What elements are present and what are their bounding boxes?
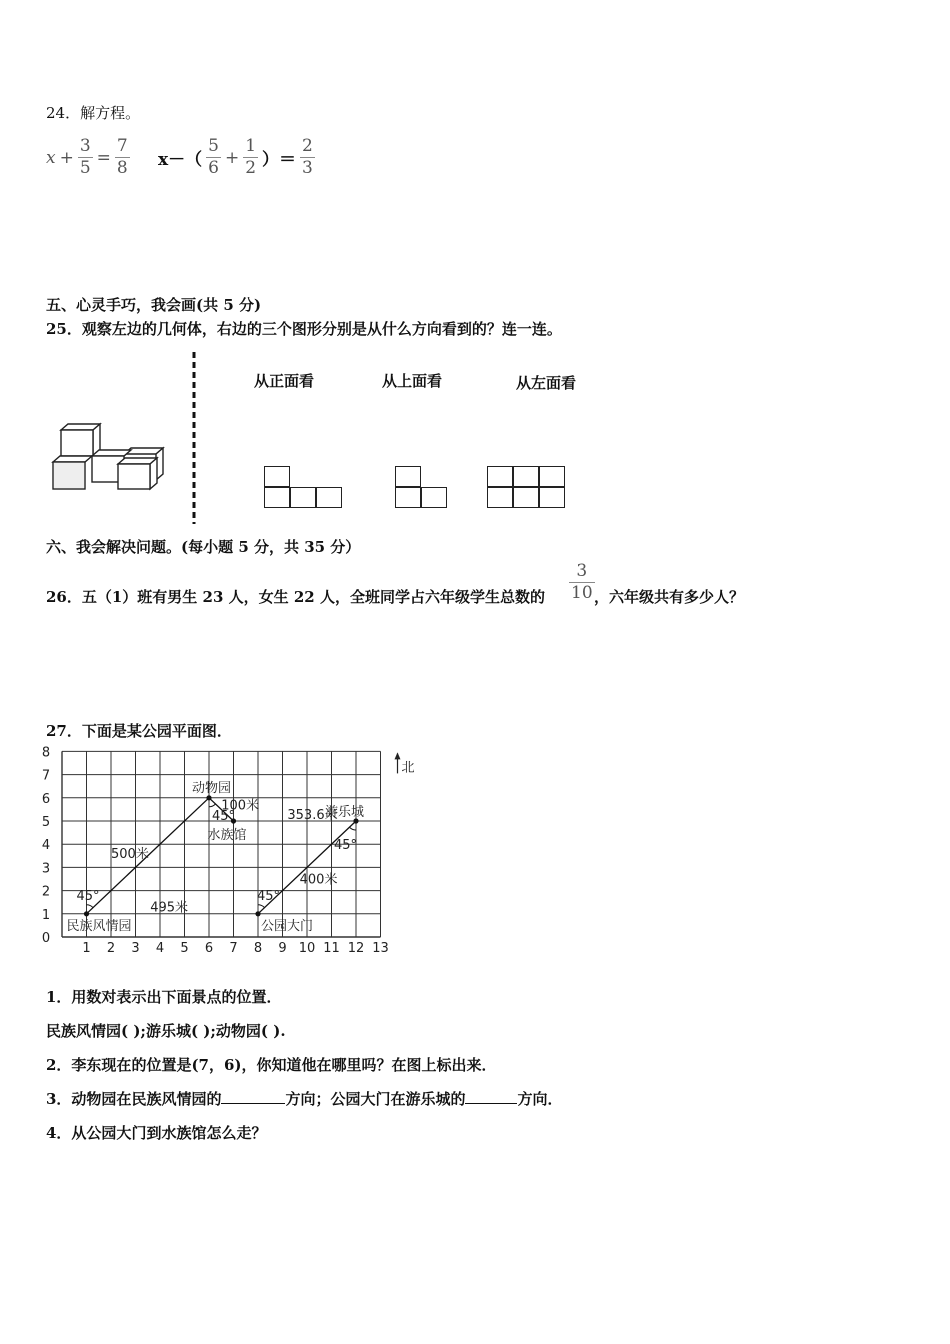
eq2-fraction-a xyxy=(206,136,221,179)
q27-sub2: 2．李东现在的位置是(7，6)，你知道他在哪里吗？在图上标出来． xyxy=(46,1056,497,1074)
eq1-b-den: 8 xyxy=(116,158,128,178)
eq2-plus: + xyxy=(224,147,240,168)
section6-title: 六、我会解决问题。(每小题 5 分，共 35 分） xyxy=(46,538,361,556)
cube-solid-figure xyxy=(46,420,168,494)
y-tick-label: 6 xyxy=(41,791,51,807)
map-point-gate xyxy=(255,911,260,916)
eq2-b-num: 1 xyxy=(245,136,257,156)
q27-sub3-part-a: 3．动物园在民族风情园的 xyxy=(46,1090,222,1108)
view1-square xyxy=(264,487,290,508)
view1-square xyxy=(316,487,342,508)
x-tick-label: 2 xyxy=(106,941,116,956)
eq2-c-den: 3 xyxy=(302,158,313,178)
distance-label-minzu-zoo: 500米 xyxy=(111,847,149,863)
q27-title: 27．下面是某公园平面图． xyxy=(46,722,232,740)
section5-title: 五、心灵手巧，我会画(共 5 分) xyxy=(46,296,262,314)
view1-square xyxy=(264,466,290,487)
angle-arc-minzu xyxy=(87,905,93,908)
view2-square xyxy=(395,487,421,508)
eq2-suffix: ）＝ xyxy=(262,150,297,170)
distance-label-minzu-gate: 495米 xyxy=(150,900,189,916)
q27-sub3 xyxy=(46,1088,562,1109)
q27-sub1: 1．用数对表示出下面景点的位置． xyxy=(46,988,282,1006)
eq1-fraction-b xyxy=(115,136,130,179)
angle-label-zoo: 45° xyxy=(212,808,236,824)
y-tick-label: 3 xyxy=(41,861,51,877)
place-label-amusement: 游乐城 xyxy=(325,805,365,820)
q26-text-after: ，六年级共有多少人？ xyxy=(594,588,745,606)
eq2-b-den: 2 xyxy=(245,158,257,178)
eq1-equals: = xyxy=(96,147,111,168)
view-label-left: 从左面看 xyxy=(516,374,577,392)
q27-sub3-part-c: 方向． xyxy=(517,1090,563,1108)
eq1-b-num: 7 xyxy=(116,136,128,156)
equation-2 xyxy=(158,136,315,179)
y-tick-label: 4 xyxy=(41,838,51,854)
view2-square xyxy=(395,466,421,487)
eq2-fraction-b xyxy=(243,136,258,179)
view3-square xyxy=(487,487,513,508)
angle-arc-zoo xyxy=(209,804,215,807)
place-label-zoo: 动物园 xyxy=(192,780,232,796)
distance-label-gate-amusement: 400米 xyxy=(299,872,338,888)
x-tick-label: 13 xyxy=(372,941,389,956)
place-label-aquarium: 水族馆 xyxy=(207,828,247,843)
angle-label-amusement: 45° xyxy=(334,838,358,853)
eq2-c-num: 2 xyxy=(302,136,313,156)
q26-frac-num: 3 xyxy=(569,561,595,583)
view3-square xyxy=(539,466,565,487)
map-point-zoo xyxy=(206,795,211,800)
q25-title: 25．观察左边的几何体，右边的三个图形分别是从什么方向看到的？连一连。 xyxy=(46,320,562,338)
view1-square xyxy=(290,487,316,508)
eq1-a-num: 3 xyxy=(79,136,91,156)
x-tick-label: 10 xyxy=(298,941,316,956)
q27-sub1-answer: 民族风情园( );游乐城( );动物园( ). xyxy=(46,1022,286,1040)
x-tick-label: 6 xyxy=(204,941,214,956)
park-map xyxy=(40,744,430,964)
x-tick-label: 11 xyxy=(323,941,340,956)
y-tick-label: 5 xyxy=(41,815,51,830)
x-tick-label: 5 xyxy=(180,941,189,956)
angle-label-minzu: 45° xyxy=(76,888,100,904)
equation-1 xyxy=(46,136,130,179)
q24-title: 24．解方程。 xyxy=(46,104,141,122)
map-point-minzu xyxy=(84,911,89,916)
view2-square xyxy=(421,487,447,508)
y-tick-label: 2 xyxy=(41,884,51,900)
angle-arc-amusement xyxy=(350,827,356,830)
view-label-top: 从上面看 xyxy=(382,372,443,390)
answer-blank-2[interactable] xyxy=(465,1103,517,1104)
eq1-var: x xyxy=(46,147,56,168)
distance-label-zoo-aquarium: 100米 xyxy=(221,798,260,814)
q27-sub4: 4．从公园大门到水族馆怎么走？ xyxy=(46,1124,267,1142)
x-tick-label: 9 xyxy=(278,941,287,956)
view3-square xyxy=(513,466,539,487)
y-tick-label: 7 xyxy=(41,768,51,784)
x-tick-label: 12 xyxy=(347,941,365,956)
eq2-prefix: x－（ xyxy=(158,150,203,170)
eq1-a-den: 5 xyxy=(79,158,91,178)
view3-square xyxy=(487,466,513,487)
eq1-fraction-a xyxy=(78,136,93,179)
y-tick-label: 0 xyxy=(41,931,51,946)
x-tick-label: 1 xyxy=(82,941,91,956)
q26-frac-den: 10 xyxy=(571,583,593,603)
angle-label-gate: 45° xyxy=(257,888,281,904)
north-label: 北 xyxy=(401,760,415,776)
place-label-gate: 公园大门 xyxy=(261,918,314,934)
view3-square xyxy=(513,487,539,508)
north-arrow-head-icon xyxy=(395,752,401,759)
divider-dashed-line xyxy=(191,352,197,524)
view-label-front: 从正面看 xyxy=(254,372,315,390)
y-tick-label: 8 xyxy=(41,745,51,761)
place-label-minzu: 民族风情园 xyxy=(66,918,132,934)
x-tick-label: 4 xyxy=(155,941,165,956)
x-tick-label: 3 xyxy=(131,941,140,956)
eq1-plus: + xyxy=(59,147,74,168)
q26-fraction xyxy=(569,561,595,604)
y-tick-label: 1 xyxy=(41,907,51,923)
q27-sub3-part-b: 方向；公园大门在游乐城的 xyxy=(285,1090,466,1108)
eq2-fraction-c xyxy=(300,136,315,179)
angle-arc-gate xyxy=(258,905,264,908)
distance-label-aquarium-amusement: 353.6米 xyxy=(287,808,338,823)
q26-text-before: 26．五（1）班有男生 23 人，女生 22 人，全班同学占六年级学生总数的 xyxy=(46,588,545,606)
x-tick-label: 7 xyxy=(229,941,238,956)
view3-square xyxy=(539,487,565,508)
x-tick-label: 8 xyxy=(253,941,263,956)
eq2-a-den: 6 xyxy=(208,158,219,178)
answer-blank-1[interactable] xyxy=(221,1103,285,1104)
eq2-a-num: 5 xyxy=(208,136,219,156)
